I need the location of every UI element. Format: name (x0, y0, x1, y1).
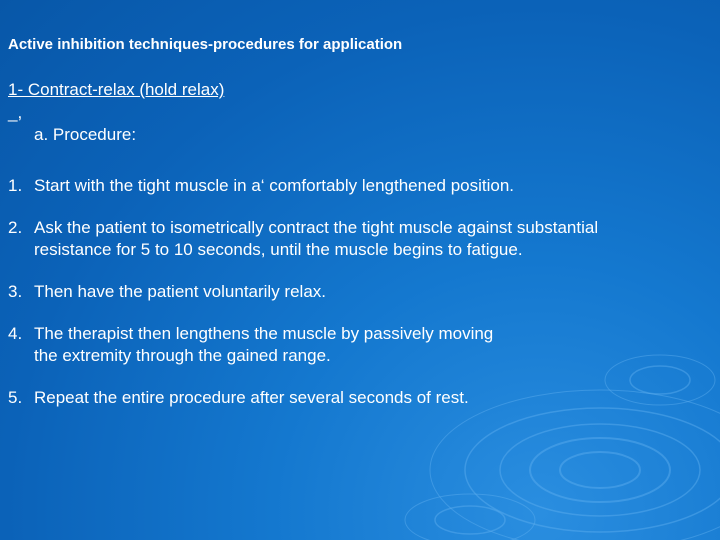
step-number: 5. (8, 388, 23, 407)
list-item (8, 175, 708, 197)
step-text: Repeat the entire procedure after several seconds of rest. (34, 388, 469, 407)
list-item (8, 323, 708, 367)
dash-mark: _, (8, 103, 23, 122)
step-number: 1. (8, 176, 23, 195)
list-item (8, 387, 708, 409)
slide-title: Active inhibition techniques-procedures for application (8, 36, 403, 53)
step-text: The therapist then lengthens the muscle by passively moving the extremity through the gained range. (34, 324, 494, 365)
step-number: 2. (8, 218, 23, 237)
procedure-label: a. Procedure: (34, 125, 137, 144)
slide-subtitle: 1- Contract-relax (hold relax) (8, 80, 225, 99)
step-text: Start with the tight muscle in a‘ comfortably lengthened position. (34, 176, 515, 195)
step-number: 4. (8, 324, 23, 343)
steps-list (8, 175, 708, 429)
list-item (8, 281, 708, 303)
step-text: Then have the patient voluntarily relax. (34, 282, 327, 301)
step-text: Ask the patient to isometrically contract the tight muscle against substantial resistance for 5 to 10 seconds, until the muscle begins to fatigue. (34, 218, 599, 259)
step-number: 3. (8, 282, 23, 301)
list-item (8, 217, 708, 261)
